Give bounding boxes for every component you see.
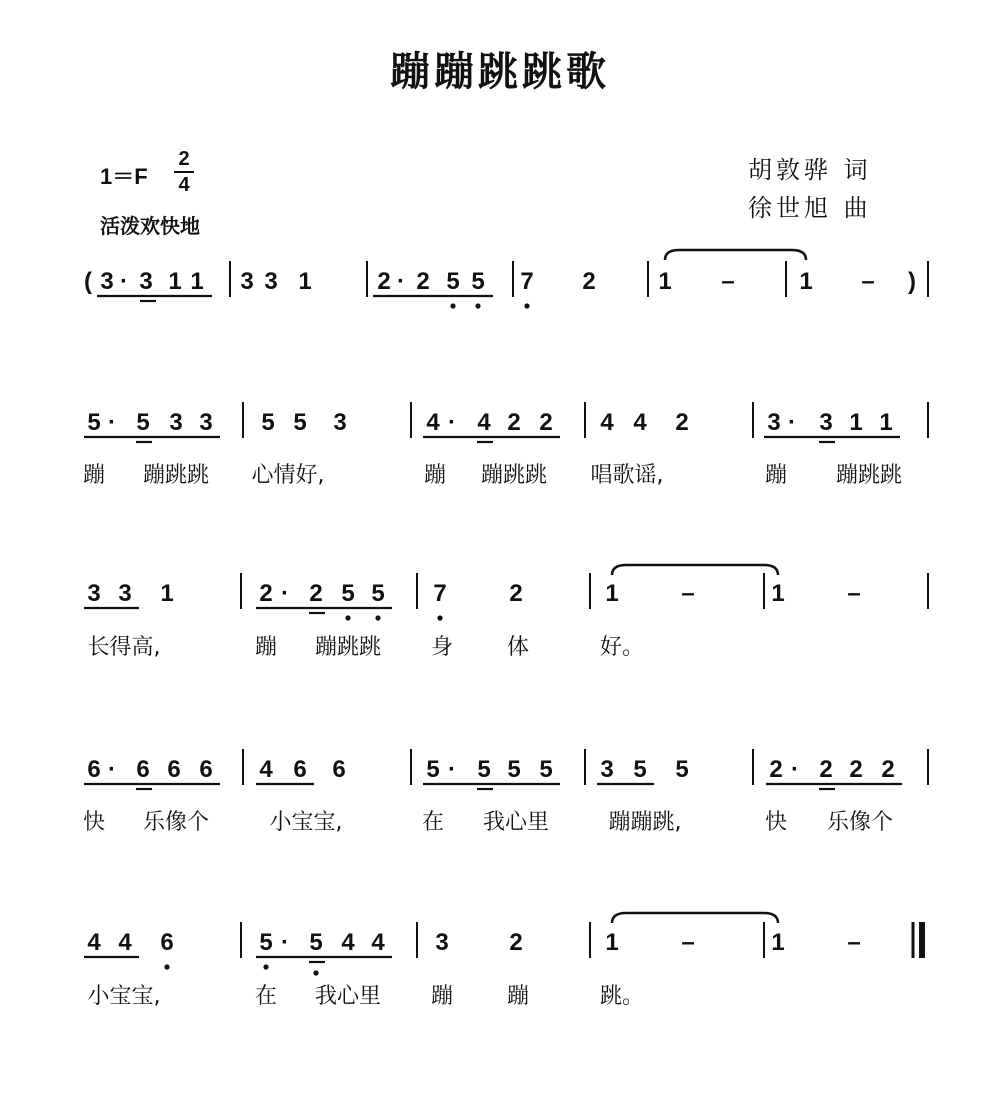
note: 3 <box>819 409 833 436</box>
note: · <box>108 756 116 783</box>
note: 1 <box>168 268 182 295</box>
octave-dot-below <box>437 615 442 620</box>
note: 7 <box>433 580 447 607</box>
lyric: 跳。 <box>599 984 645 1009</box>
tie-arc <box>665 250 806 260</box>
note: 2 <box>377 268 391 295</box>
octave-dot-below <box>313 970 318 975</box>
lyric: 蹦 <box>764 463 788 488</box>
key-signature: 1＝F <box>100 164 148 189</box>
lyric: 我心里 <box>482 810 550 835</box>
lyric: 蹦跳跳 <box>480 463 548 488</box>
lyric: 小宝宝, <box>269 810 343 835</box>
note: 5 <box>477 756 491 783</box>
note: 5 <box>136 409 150 436</box>
note: 7 <box>520 268 534 295</box>
note: 1 <box>799 268 813 295</box>
lyric: 在 <box>254 984 278 1009</box>
note: · <box>448 756 456 783</box>
note: 6 <box>167 756 181 783</box>
note: 1 <box>190 268 204 295</box>
note: 3 <box>240 268 254 295</box>
lyric: 身 <box>430 635 454 660</box>
lyric: 好。 <box>599 635 645 660</box>
note: · <box>448 409 456 436</box>
note: – <box>847 929 861 956</box>
lyric: 蹦 <box>423 463 447 488</box>
note: 4 <box>600 409 614 436</box>
note: 5 <box>539 756 553 783</box>
note: 3 <box>767 409 781 436</box>
tie-arc <box>612 565 778 575</box>
lyric: 蹦跳跳 <box>314 635 382 660</box>
note: 5 <box>341 580 355 607</box>
note: 2 <box>769 756 783 783</box>
note: 3 <box>333 409 347 436</box>
note: 3 <box>87 580 101 607</box>
note: 4 <box>259 756 273 783</box>
octave-dot-below <box>524 303 529 308</box>
note: 6 <box>199 756 213 783</box>
note: 5 <box>426 756 440 783</box>
note: 5 <box>507 756 521 783</box>
note: 4 <box>371 929 385 956</box>
lyric: 快 <box>764 810 788 835</box>
note: 2 <box>309 580 323 607</box>
lyric: 蹦跳跳 <box>142 463 210 488</box>
note: 3 <box>100 268 114 295</box>
note: 2 <box>582 268 596 295</box>
note: 4 <box>477 409 491 436</box>
note: 4 <box>87 929 101 956</box>
note: 3 <box>435 929 449 956</box>
lyric: 长得高, <box>87 635 161 660</box>
note: 2 <box>539 409 553 436</box>
note: · <box>791 756 799 783</box>
song-title: 蹦蹦跳跳歌 <box>390 48 610 95</box>
note: 5 <box>633 756 647 783</box>
note: – <box>847 580 861 607</box>
note: 5 <box>293 409 307 436</box>
note: 2 <box>259 580 273 607</box>
note: – <box>681 929 695 956</box>
note: ( <box>84 268 92 295</box>
tempo-marking: 活泼欢快地 <box>100 214 200 238</box>
note: · <box>108 409 116 436</box>
lyric: 蹦蹦跳, <box>608 810 682 835</box>
note: 1 <box>298 268 312 295</box>
octave-dot-below <box>475 303 480 308</box>
note: 5 <box>471 268 485 295</box>
note: · <box>788 409 796 436</box>
octave-dot-below <box>375 615 380 620</box>
note: 1 <box>658 268 672 295</box>
note: 3 <box>199 409 213 436</box>
note: 5 <box>259 929 273 956</box>
note: 4 <box>426 409 440 436</box>
composer-credit: 徐世旭 曲 <box>748 194 872 222</box>
note: 1 <box>849 409 863 436</box>
note: · <box>281 580 289 607</box>
note: 1 <box>771 929 785 956</box>
lyric: 在 <box>421 810 445 835</box>
note: – <box>681 580 695 607</box>
note: 2 <box>507 409 521 436</box>
note: 5 <box>87 409 101 436</box>
lyric: 我心里 <box>314 984 382 1009</box>
note: · <box>397 268 405 295</box>
note: · <box>120 268 128 295</box>
note: 1 <box>605 580 619 607</box>
note: – <box>721 268 735 295</box>
lyric: 蹦 <box>430 984 454 1009</box>
note: · <box>281 929 289 956</box>
time-numerator: 2 <box>178 148 190 170</box>
lyric: 快 <box>82 810 106 835</box>
lyric: 体 <box>506 635 530 660</box>
note: 2 <box>509 929 523 956</box>
note: 2 <box>881 756 895 783</box>
lyric: 蹦 <box>506 984 530 1009</box>
note: 1 <box>160 580 174 607</box>
note: 5 <box>309 929 323 956</box>
lyric: 唱歌谣, <box>590 463 664 488</box>
note: 5 <box>446 268 460 295</box>
tie-arc <box>612 913 778 923</box>
note: 3 <box>169 409 183 436</box>
note: 5 <box>261 409 275 436</box>
note: 4 <box>118 929 132 956</box>
note: 5 <box>675 756 689 783</box>
note: 6 <box>87 756 101 783</box>
note: 4 <box>633 409 647 436</box>
note: 6 <box>332 756 346 783</box>
lyric: 乐像个 <box>142 810 210 835</box>
note: 4 <box>341 929 355 956</box>
time-denominator: 4 <box>178 174 190 196</box>
note: 3 <box>600 756 614 783</box>
note: 3 <box>264 268 278 295</box>
note: 2 <box>416 268 430 295</box>
note: 3 <box>118 580 132 607</box>
note: 2 <box>675 409 689 436</box>
note: 3 <box>139 268 153 295</box>
lyric: 心情好, <box>251 463 325 488</box>
octave-dot-below <box>345 615 350 620</box>
note: 6 <box>136 756 150 783</box>
note: 6 <box>160 929 174 956</box>
note: 5 <box>371 580 385 607</box>
note: 1 <box>879 409 893 436</box>
note: – <box>861 268 875 295</box>
note: ) <box>908 268 916 295</box>
lyricist-credit: 胡敦骅 词 <box>748 156 872 184</box>
note: 2 <box>849 756 863 783</box>
octave-dot-below <box>164 964 169 969</box>
octave-dot-below <box>450 303 455 308</box>
octave-dot-below <box>263 964 268 969</box>
lyric: 蹦跳跳 <box>835 463 903 488</box>
lyric: 蹦 <box>82 463 106 488</box>
lyric: 乐像个 <box>826 810 894 835</box>
note: 6 <box>293 756 307 783</box>
lyric: 蹦 <box>254 635 278 660</box>
note: 2 <box>819 756 833 783</box>
note: 1 <box>605 929 619 956</box>
lyric: 小宝宝, <box>87 984 161 1009</box>
note: 1 <box>771 580 785 607</box>
note: 2 <box>509 580 523 607</box>
